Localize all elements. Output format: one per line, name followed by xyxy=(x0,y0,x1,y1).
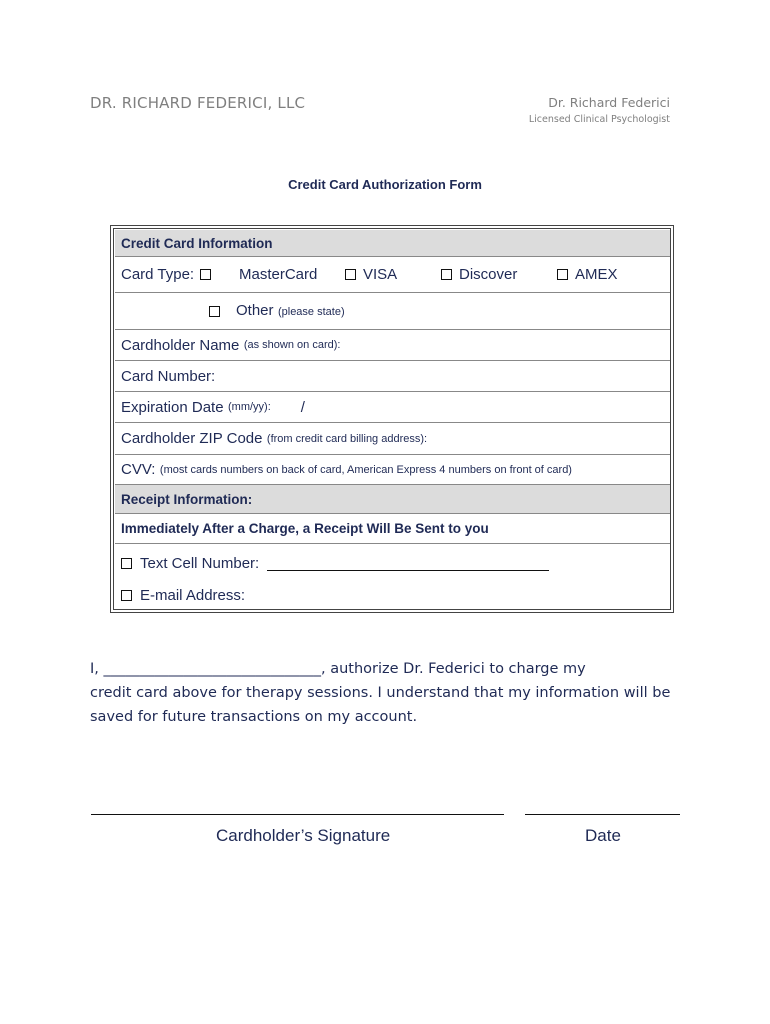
section-receipt-header xyxy=(115,485,670,514)
expiration-separator: / xyxy=(300,398,305,416)
amex-label: AMEX xyxy=(575,266,618,283)
practice-name: DR. RICHARD FEDERICI, LLC xyxy=(90,94,306,112)
zip-row[interactable] xyxy=(115,423,670,455)
text-cell-row xyxy=(115,544,670,582)
text-cell-input[interactable] xyxy=(267,556,549,571)
receipt-note-row xyxy=(115,514,670,544)
receipt-note: Immediately After a Charge, a Receipt Will Be Sent to you xyxy=(121,521,489,536)
other-label: Other xyxy=(236,302,274,319)
section-receipt-title: Receipt Information: xyxy=(121,491,253,507)
authorization-name-blank[interactable]: ______________________________, xyxy=(103,661,326,677)
discover-label: Discover xyxy=(459,266,518,283)
authorization-line-1 xyxy=(90,657,680,681)
email-checkbox[interactable] xyxy=(121,590,132,601)
signature-label: Cardholder’s Signature xyxy=(216,826,391,845)
signature-line[interactable] xyxy=(91,814,504,815)
cvv-hint: (most cards numbers on back of card, American Express 4 numbers on front of card) xyxy=(159,463,572,476)
authorization-suffix: authorize Dr. Federici to charge my xyxy=(330,661,586,677)
authorization-line-2: credit card above for therapy sessions. I understand that my information will be xyxy=(90,685,671,701)
cardholder-name-row[interactable] xyxy=(115,330,670,361)
cvv-row[interactable] xyxy=(115,455,670,485)
cvv-label: CVV: xyxy=(121,461,156,478)
section-card-header xyxy=(115,230,670,257)
section-card-title: Credit Card Information xyxy=(121,235,273,251)
text-cell-label: Text Cell Number: xyxy=(140,554,260,572)
other-checkbox[interactable] xyxy=(209,306,220,317)
date-line[interactable] xyxy=(525,814,680,815)
date-label: Date xyxy=(585,826,621,845)
visa-checkbox[interactable] xyxy=(345,269,356,280)
visa-label: VISA xyxy=(363,266,398,283)
doctor-name: Dr. Richard Federici xyxy=(548,95,670,110)
zip-hint: (from credit card billing address): xyxy=(266,432,428,445)
expiration-row[interactable] xyxy=(115,392,670,423)
cardholder-name-label: Cardholder Name xyxy=(121,336,240,354)
card-number-row[interactable] xyxy=(115,361,670,392)
text-cell-checkbox[interactable] xyxy=(121,558,132,569)
amex-checkbox[interactable] xyxy=(557,269,568,280)
zip-label: Cardholder ZIP Code xyxy=(121,430,263,447)
authorization-paragraph xyxy=(90,657,680,729)
email-row xyxy=(115,582,670,608)
card-type-row xyxy=(115,257,670,293)
card-type-label-checkbox[interactable] xyxy=(200,269,211,280)
email-label: E-mail Address: xyxy=(140,586,246,604)
mastercard-label: MasterCard xyxy=(239,266,318,283)
card-type-label: Card Type: xyxy=(121,266,195,283)
authorization-prefix: I, xyxy=(90,661,99,677)
other-row xyxy=(115,293,670,330)
form-title: Credit Card Authorization Form xyxy=(288,177,482,192)
discover-checkbox[interactable] xyxy=(441,269,452,280)
doctor-title: Licensed Clinical Psychologist xyxy=(528,114,670,125)
cardholder-name-hint: (as shown on card): xyxy=(243,339,341,351)
other-hint: (please state) xyxy=(277,306,345,318)
expiration-hint: (mm/yy): xyxy=(228,401,271,413)
expiration-label: Expiration Date xyxy=(121,398,224,416)
card-number-label: Card Number: xyxy=(121,367,216,385)
authorization-line-3: saved for future transactions on my account. xyxy=(90,709,418,725)
